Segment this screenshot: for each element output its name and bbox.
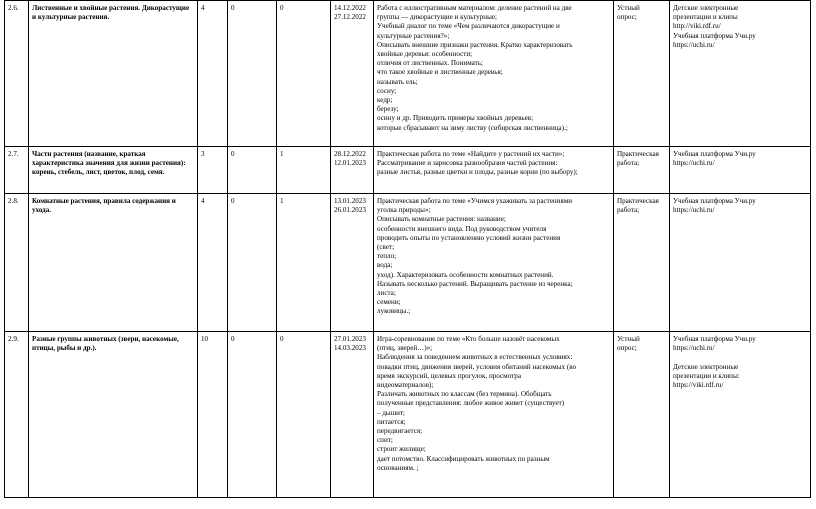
text-line: строит жилище; xyxy=(377,445,426,454)
lesson-plan-table xyxy=(4,0,811,498)
text-line: Практическая xyxy=(617,150,659,158)
text-line: березу; xyxy=(377,105,399,114)
text-line: работа; xyxy=(617,206,640,215)
text-line: Практическая работа по теме «Учимся ухаживать за растениями xyxy=(377,197,573,205)
text-line: передвигается; xyxy=(377,427,423,436)
text-line: Лиственные и хвойные растения. Дикорастущие и культурные растения. xyxy=(32,4,190,22)
text-line: сосну; xyxy=(377,86,397,95)
control-form-cell xyxy=(614,194,670,332)
text-line: опрос; xyxy=(617,13,637,22)
text-line: тепло; xyxy=(377,252,397,261)
control-form-cell xyxy=(614,332,670,498)
text-line: 26.01.2023 xyxy=(334,206,366,215)
hours-cell: 4 xyxy=(198,194,228,332)
control-works-cell: 0 xyxy=(228,194,277,332)
text-line: хвойные деревья: особенности; xyxy=(377,50,473,59)
text-line: Детские электронные xyxy=(673,362,739,371)
table-row xyxy=(5,332,811,498)
text-line: Комнатные растения, правила содержания и ухода. xyxy=(32,197,176,215)
text-line: вода; xyxy=(377,261,393,270)
text-line: 27.01.2023 xyxy=(334,335,366,343)
text-line: осину и др. Приводить примеры хвойных деревьев; xyxy=(377,114,534,123)
text-line: 12.01.2023 xyxy=(334,159,366,168)
practical-works-cell: 0 xyxy=(277,1,331,147)
dates-cell xyxy=(331,1,374,147)
text-line: группы — дикорастущие и культурные; xyxy=(377,13,497,22)
text-line: отличия от лиственных. Понимать; xyxy=(377,59,483,68)
text-line: Устный xyxy=(617,4,640,12)
control-works-cell: 0 xyxy=(228,332,277,498)
hours-cell: 3 xyxy=(198,147,228,194)
dates-cell xyxy=(331,194,374,332)
text-line: (птиц, зверей…)»; xyxy=(377,344,433,353)
text-line: 27.12.2022 xyxy=(334,13,366,22)
activities-cell xyxy=(374,194,614,332)
resource-link: https://uchi.ru/ xyxy=(673,206,715,215)
text-line: основаниям. ; xyxy=(377,463,419,472)
resources-cell xyxy=(670,332,811,498)
text-line: дает потомство. Классифицировать животных по разным xyxy=(377,454,550,463)
text-line: Практическая работа по теме «Найдите у растений их части»; xyxy=(377,150,565,158)
text-line: луковицы.; xyxy=(377,307,411,316)
practical-works-cell: 1 xyxy=(277,194,331,332)
text-line: повадки птиц, движения зверей, условия обитаний насекомых (во xyxy=(377,362,577,371)
text-line: презентации и клипы: xyxy=(673,371,740,380)
spacer xyxy=(673,353,807,362)
text-line: разные листья, разные цветки и плоды, разные корни (по выбору); xyxy=(377,168,578,177)
text-line: семени; xyxy=(377,298,401,307)
resource-link: https://uchi.ru/ xyxy=(673,40,715,49)
topic-cell xyxy=(29,332,198,498)
table-row xyxy=(5,1,811,147)
resource-link: https://uchi.ru/ xyxy=(673,344,715,353)
resource-link: https://viki.rdf.ru/ xyxy=(673,381,724,389)
text-line: работа; xyxy=(617,159,640,168)
text-line: проводить опыты по установлению условий жизни растения xyxy=(377,233,561,242)
table-row xyxy=(5,147,811,194)
row-number: 2.7. xyxy=(5,147,29,194)
text-line: которые сбрасывают на зиму листву (сибирская лиственница).; xyxy=(377,123,568,132)
text-line: видеоматериалов); xyxy=(377,381,434,390)
text-line: Разные группы животных (звери, насекомые, птицы, рыбы и др.). xyxy=(32,335,179,353)
practical-works-cell: 1 xyxy=(277,147,331,194)
control-works-cell: 0 xyxy=(228,147,277,194)
text-line: Учебная платформа Учи.ру xyxy=(673,150,756,158)
text-line: Учебная платформа Учи.ру xyxy=(673,197,756,205)
row-number: 2.8. xyxy=(5,194,29,332)
text-line: (свет; xyxy=(377,243,395,252)
text-line: 13.01.2023 xyxy=(334,197,366,205)
dates-cell xyxy=(331,332,374,498)
text-line: уход). Характеризовать особенности комнатных растений. xyxy=(377,270,554,279)
text-line: уголка природы»; xyxy=(377,206,431,215)
activities-cell xyxy=(374,1,614,147)
text-line: особенности внешнего вида. Под руководством учителя xyxy=(377,224,547,233)
hours-cell: 4 xyxy=(198,1,228,147)
activities-cell xyxy=(374,332,614,498)
row-number: 2.6. xyxy=(5,1,29,147)
text-line: листа; xyxy=(377,289,396,298)
text-line: кедр; xyxy=(377,96,393,105)
text-line: Устный xyxy=(617,335,640,343)
table-row xyxy=(5,194,811,332)
text-line: Рассматривание и зарисовка разнообразия частей растения: xyxy=(377,159,558,168)
text-line: Наблюдения за поведением животных в естественных условиях: xyxy=(377,353,573,362)
activities-cell xyxy=(374,147,614,194)
text-line: Детские электронные xyxy=(673,4,739,12)
resources-cell xyxy=(670,1,811,147)
text-line: Части растения (название, краткая характеристика значения для жизни растения): корень, стебель, лист, цветок, плод, семя. xyxy=(32,150,186,177)
resource-link: http://viki.rdf.ru/ xyxy=(673,22,721,31)
text-line: Описывать внешние признаки растения. Кратко характеризовать xyxy=(377,40,573,49)
control-form-cell xyxy=(614,1,670,147)
text-line: Описывать комнатные растения: название; xyxy=(377,215,506,224)
text-line: что такое хвойные и лиственные деревья; xyxy=(377,68,503,77)
resources-cell xyxy=(670,147,811,194)
control-form-cell xyxy=(614,147,670,194)
text-line: – дышит; xyxy=(377,408,406,417)
topic-cell xyxy=(29,1,198,147)
hours-cell: 10 xyxy=(198,332,228,498)
text-line: Игра-соревнование по теме «Кто больше назовёт насекомых xyxy=(377,335,560,343)
text-line: культурные растения?»; xyxy=(377,31,450,40)
topic-cell xyxy=(29,147,198,194)
dates-cell xyxy=(331,147,374,194)
text-line: 14.12.2022 xyxy=(334,4,366,12)
text-line: Работа с иллюстративным материалом: деление растений на две xyxy=(377,4,572,12)
topic-cell xyxy=(29,194,198,332)
text-line: называть ель; xyxy=(377,77,418,86)
text-line: спит; xyxy=(377,436,393,445)
text-line: Называть несколько растений. Выращивать растение из черенка; xyxy=(377,279,573,288)
text-line: Учебный диалог по теме «Чем различаются дикорастущие и xyxy=(377,22,560,31)
text-line: презентации и клипы xyxy=(673,13,738,22)
text-line: время экскурсий, целевых прогулок, просмотра xyxy=(377,371,521,380)
row-number: 2.9. xyxy=(5,332,29,498)
resource-link: https://uchi.ru/ xyxy=(673,159,715,168)
text-line: 28.12.2022 xyxy=(334,150,366,158)
control-works-cell: 0 xyxy=(228,1,277,147)
text-line: Учебная платформа Учи.ру xyxy=(673,335,756,343)
text-line: Различать животных по классам (без термина). Обобщать xyxy=(377,390,552,399)
text-line: полученные представления: любое живое живет (существует) xyxy=(377,399,565,408)
text-line: Учебная платформа Учи.ру xyxy=(673,31,756,40)
text-line: Практическая xyxy=(617,197,659,205)
text-line: опрос; xyxy=(617,344,637,353)
text-line: питается; xyxy=(377,417,406,426)
practical-works-cell: 0 xyxy=(277,332,331,498)
resources-cell xyxy=(670,194,811,332)
text-line: 14.03.2023 xyxy=(334,344,366,353)
